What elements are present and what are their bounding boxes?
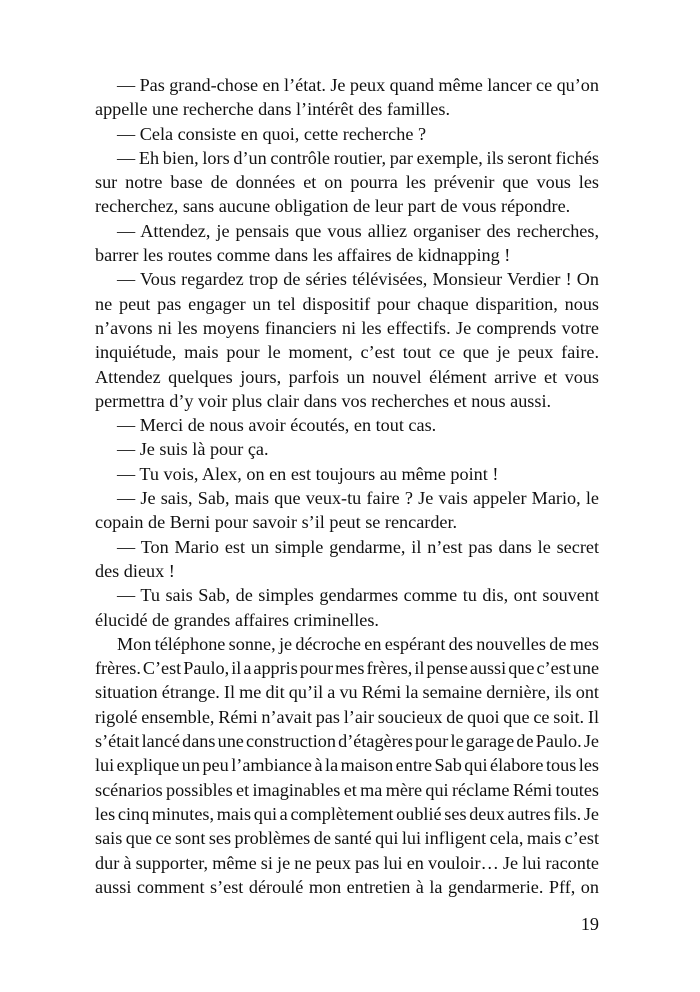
text-line [95, 680, 599, 704]
text-line-content: — Tu vois, Alex, on en est toujours au même point ! [117, 463, 499, 484]
text-line [95, 851, 599, 875]
text-line-content: — Cela consiste en quoi, cette recherche ? [117, 123, 427, 144]
text-line-content: — Merci de nous avoir écoutés, en tout cas. [117, 415, 437, 436]
text-line-content: dur à supporter, même si je ne peux pas lui en vouloir… Je lui raconte [95, 852, 599, 873]
paragraph [95, 583, 599, 632]
text-line [95, 219, 599, 243]
text-line [95, 340, 599, 364]
text-line [95, 753, 599, 777]
paragraph [95, 632, 599, 899]
text-line [95, 243, 599, 267]
text-line-content: situation étrange. Il me dit qu’il a vu Rémi la semaine dernière, ils ont [95, 682, 599, 703]
text-line [95, 365, 599, 389]
paragraph [95, 462, 599, 486]
text-line [95, 705, 599, 729]
text-line [95, 316, 599, 340]
text-line-content: les cinq minutes, mais qui a complètement oublié ses deux autres fils. Je [95, 803, 599, 824]
text-line-content: — Je sais, Sab, mais que veux-tu faire ? Je vais appeler Mario, le [117, 488, 599, 509]
text-line [95, 267, 599, 291]
paragraph [95, 413, 599, 437]
text-line-content: rigolé ensemble, Rémi n’avait pas l’air soucieux de quoi que ce soit. Il [95, 706, 599, 727]
text-line [95, 122, 599, 146]
text-line-content: appelle une recherche dans l’intérêt des familles. [95, 99, 450, 120]
text-line [95, 413, 599, 437]
text-line-content: lui explique un peu l’ambiance à la maison entre Sab qui élabore tous les [95, 755, 599, 776]
text-line-content: des dieux ! [95, 560, 175, 581]
text-line-content: permettra d’y voir plus clair dans vos recherches et nous aussi. [95, 390, 552, 411]
text-line-content: élucidé de grandes affaires criminelles. [95, 609, 379, 630]
page-number: 19 [580, 914, 599, 934]
text-line-content: — Pas grand-chose en l’état. Je peux quand même lancer ce qu’on [117, 75, 599, 95]
text-line [95, 73, 599, 97]
text-line-content: recherchez, sans aucune obligation de leur part de vous répondre. [95, 196, 571, 217]
text-line [95, 802, 599, 826]
text-line-content: — Ton Mario est un simple gendarme, il n’est pas dans le secret [117, 536, 599, 557]
text-line-content: Mon téléphone sonne, je décroche en espérant des nouvelles de mes [117, 633, 599, 654]
text-line-content: inquiétude, mais pour le moment, c’est tout ce que je peux faire. [95, 342, 599, 363]
body-text [95, 73, 599, 899]
text-line [95, 535, 599, 559]
text-line-content: ne peut pas engager un tel dispositif pour chaque disparition, nous [95, 293, 599, 314]
text-line-content: — Tu sais Sab, de simples gendarmes comme tu dis, ont souvent [117, 585, 599, 606]
text-line-content: s’était lancé dans une construction d’étagères pour le garage de Paulo. Je [95, 731, 599, 752]
text-line-content: scénarios possibles et imaginables et ma mère qui réclame Rémi toutes [95, 779, 599, 800]
text-line [95, 510, 599, 534]
text-line-content: sur notre base de données et on pourra les prévenir que vous les [95, 172, 599, 193]
text-line [95, 875, 599, 899]
text-line [95, 97, 599, 121]
text-line [95, 826, 599, 850]
text-line [95, 389, 599, 413]
paragraph [95, 122, 599, 146]
text-line-content: frères. C’est Paulo, il a appris pour mes frères, il pense aussi que c’est une [95, 658, 600, 679]
text-line [95, 608, 599, 632]
paragraph [95, 535, 599, 584]
text-line-content: Attendez quelques jours, parfois un nouvel élément arrive et vous [95, 366, 599, 387]
text-line [95, 146, 599, 170]
text-line-content: — Eh bien, lors d’un contrôle routier, par exemple, ils seront fichés [117, 147, 599, 168]
text-line-content: barrer les routes comme dans les affaires de kidnapping ! [95, 245, 511, 266]
paragraph [95, 437, 599, 461]
paragraph [95, 146, 599, 219]
text-line [95, 170, 599, 194]
text-line [95, 462, 599, 486]
text-line [95, 194, 599, 218]
text-line-content: copain de Berni pour savoir s’il peut se rencarder. [95, 512, 458, 533]
text-line-content: — Je suis là pour ça. [117, 439, 269, 460]
paragraph [95, 486, 599, 535]
text-line-content: — Vous regardez trop de séries télévisées, Monsieur Verdier ! On [117, 269, 599, 290]
paragraph [95, 267, 599, 413]
text-line [95, 583, 599, 607]
text-line [95, 778, 599, 802]
text-line-content: n’avons ni les moyens financiers ni les effectifs. Je comprends votre [95, 317, 599, 338]
paragraph [95, 73, 599, 122]
text-line [95, 437, 599, 461]
text-line-content: — Attendez, je pensais que vous alliez organiser des recherches, [117, 220, 599, 241]
text-line-content: aussi comment s’est déroulé mon entretien à la gendarmerie. Pff, on [95, 876, 599, 897]
text-line [95, 656, 599, 680]
text-line-content: sais que ce sont ses problèmes de santé qui lui infligent cela, mais c’est [95, 828, 599, 849]
text-line [95, 292, 599, 316]
text-line [95, 632, 599, 656]
text-line [95, 729, 599, 753]
text-line [95, 486, 599, 510]
paragraph [95, 219, 599, 268]
text-line [95, 559, 599, 583]
